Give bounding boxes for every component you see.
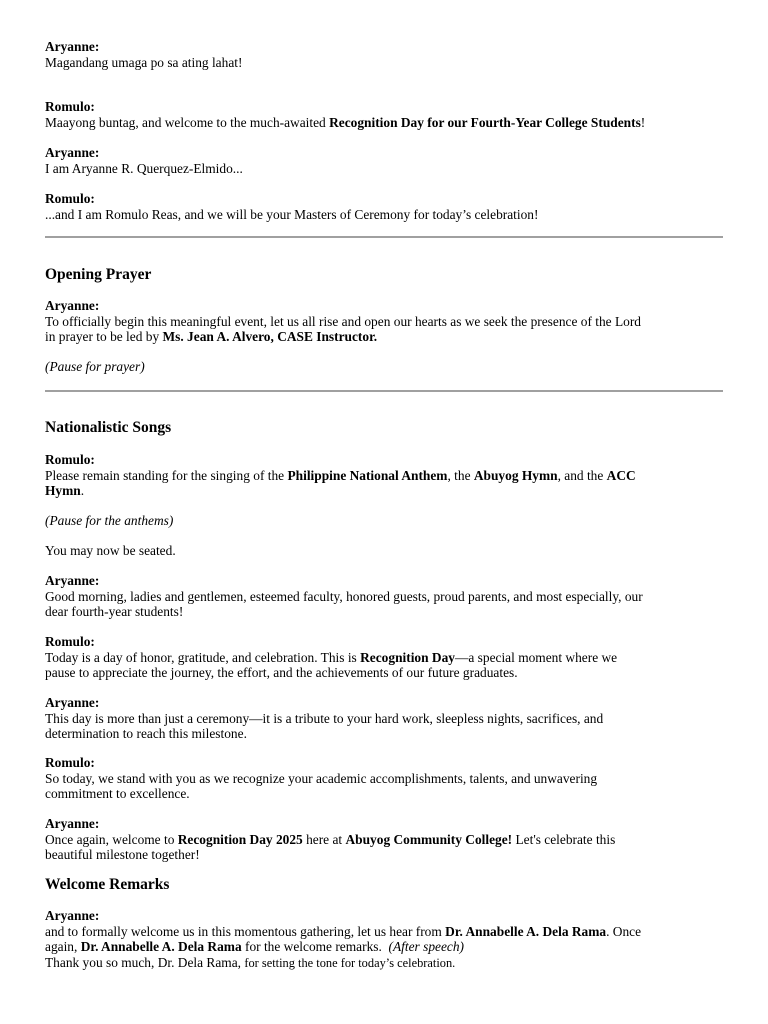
text-part: Please remain standing for the singing of the xyxy=(45,467,288,483)
person-name: Dr. Annabelle A. Dela Rama xyxy=(80,939,242,954)
text-part: Thank you so much, Dr. Dela Rama, xyxy=(45,954,245,970)
dialogue-text xyxy=(45,832,723,848)
dialogue-aryanne-tribute xyxy=(45,695,723,742)
text-part: ! xyxy=(640,114,646,130)
dialogue-text: So today, we stand with you as we recognize your academic accomplishments, talents, and unwavering xyxy=(45,770,598,786)
speaker-label: Romulo: xyxy=(45,452,95,467)
dialogue-text xyxy=(45,955,723,972)
event-name: Recognition Day for our Fourth-Year College Students xyxy=(329,114,641,130)
text-part: Let's celebrate this xyxy=(512,831,616,847)
speaker-label: Aryanne: xyxy=(45,573,100,588)
dialogue-text xyxy=(45,924,723,940)
text-part: here at xyxy=(302,831,346,847)
dialogue-romulo-recognize xyxy=(45,755,723,802)
text-part: for setting the tone for today’s celebration. xyxy=(244,955,456,970)
dialogue-romulo-anthems xyxy=(45,452,723,499)
dialogue-romulo-intro xyxy=(45,191,723,222)
dialogue-text: Magandang umaga po sa ating lahat! xyxy=(45,54,243,70)
speaker-label: Romulo: xyxy=(45,755,95,770)
text-part: , the xyxy=(447,467,474,483)
speaker-label: Aryanne: xyxy=(45,39,100,54)
dialogue-aryanne-greeting xyxy=(45,39,723,70)
section-heading-welcome-remarks: Welcome Remarks xyxy=(45,876,170,893)
speaker-label: Romulo: xyxy=(45,99,95,114)
dialogue-text xyxy=(45,483,723,499)
dialogue-text xyxy=(45,650,723,666)
speaker-label: Aryanne: xyxy=(45,145,100,160)
dialogue-aryanne-intro xyxy=(45,145,723,176)
dialogue-text xyxy=(45,468,723,484)
text-part: again, xyxy=(45,939,81,954)
text-part: Today is a day of honor, gratitude, and celebration. This is xyxy=(45,649,361,665)
text-part: , and the xyxy=(557,467,607,483)
dialogue-text: You may now be seated. xyxy=(45,543,176,558)
text-part: in prayer to be led by xyxy=(45,329,163,344)
dialogue-aryanne-good-morning xyxy=(45,573,723,620)
stage-direction: (Pause for the anthems) xyxy=(45,513,174,528)
text-part: —a special moment where we xyxy=(454,649,618,665)
speaker-label: Aryanne: xyxy=(45,816,100,831)
event-name: Recognition Day xyxy=(360,649,455,665)
dialogue-text: pause to appreciate the journey, the effort, and the achievements of our future graduates. xyxy=(45,665,518,680)
hymn-name: ACC xyxy=(606,467,636,483)
speaker-label: Romulo: xyxy=(45,191,95,206)
section-heading-nationalistic-songs: Nationalistic Songs xyxy=(45,419,172,436)
text-part: for the welcome remarks. xyxy=(241,939,389,954)
dialogue-aryanne-prayer xyxy=(45,298,723,345)
dialogue-text: Good morning, ladies and gentlemen, esteemed faculty, honored guests, proud parents, and most especially, our xyxy=(45,588,643,604)
dialogue-text: I am Aryanne R. Querquez-Elmido... xyxy=(45,160,243,176)
dialogue-text: dear fourth-year students! xyxy=(45,604,184,619)
speaker-label: Romulo: xyxy=(45,634,95,649)
dialogue-text: commitment to excellence. xyxy=(45,786,190,801)
text-part: and to formally welcome us in this momentous gathering, let us hear from xyxy=(45,923,446,939)
dialogue-text xyxy=(45,329,723,345)
dialogue-text: beautiful milestone together! xyxy=(45,847,200,862)
dialogue-romulo-welcome xyxy=(45,99,723,130)
stage-direction: (After speech) xyxy=(388,939,465,954)
dialogue-romulo-honor xyxy=(45,634,723,681)
hymn-name: Hymn xyxy=(45,483,81,498)
text-part: Maayong buntag, and welcome to the much-awaited xyxy=(45,114,330,130)
institution-name: Abuyog Community College! xyxy=(345,831,513,847)
event-name: Recognition Day 2025 xyxy=(177,831,303,847)
text-part: Once again, welcome to xyxy=(45,831,178,847)
text-part: . xyxy=(80,483,85,498)
person-name: Dr. Annabelle A. Dela Rama xyxy=(445,923,607,939)
speaker-label: Aryanne: xyxy=(45,298,100,313)
speaker-label: Aryanne: xyxy=(45,695,100,710)
dialogue-aryanne-welcome-again xyxy=(45,816,723,863)
dialogue-aryanne-welcome-remarks xyxy=(45,908,723,971)
dialogue-text xyxy=(45,939,723,955)
text-part: . Once xyxy=(606,923,642,939)
anthem-name: Philippine National Anthem xyxy=(287,467,448,483)
dialogue-text: This day is more than just a ceremony—it is a tribute to your hard work, sleepless nights, sacrifices, and xyxy=(45,710,604,726)
person-name: Ms. Jean A. Alvero, CASE Instructor. xyxy=(162,329,378,344)
dialogue-text: determination to reach this milestone. xyxy=(45,726,247,741)
section-divider xyxy=(45,236,723,238)
hymn-name: Abuyog Hymn xyxy=(473,467,558,483)
section-divider xyxy=(45,390,723,392)
dialogue-text: ...and I am Romulo Reas, and we will be your Masters of Ceremony for today’s celebration! xyxy=(45,206,539,222)
speaker-label: Aryanne: xyxy=(45,908,100,923)
dialogue-text: To officially begin this meaningful event, let us all rise and open our hearts as we seek the presence of the Lord xyxy=(45,313,641,329)
dialogue-text xyxy=(45,115,723,131)
stage-direction: (Pause for prayer) xyxy=(45,359,145,374)
section-heading-opening-prayer: Opening Prayer xyxy=(45,266,152,283)
